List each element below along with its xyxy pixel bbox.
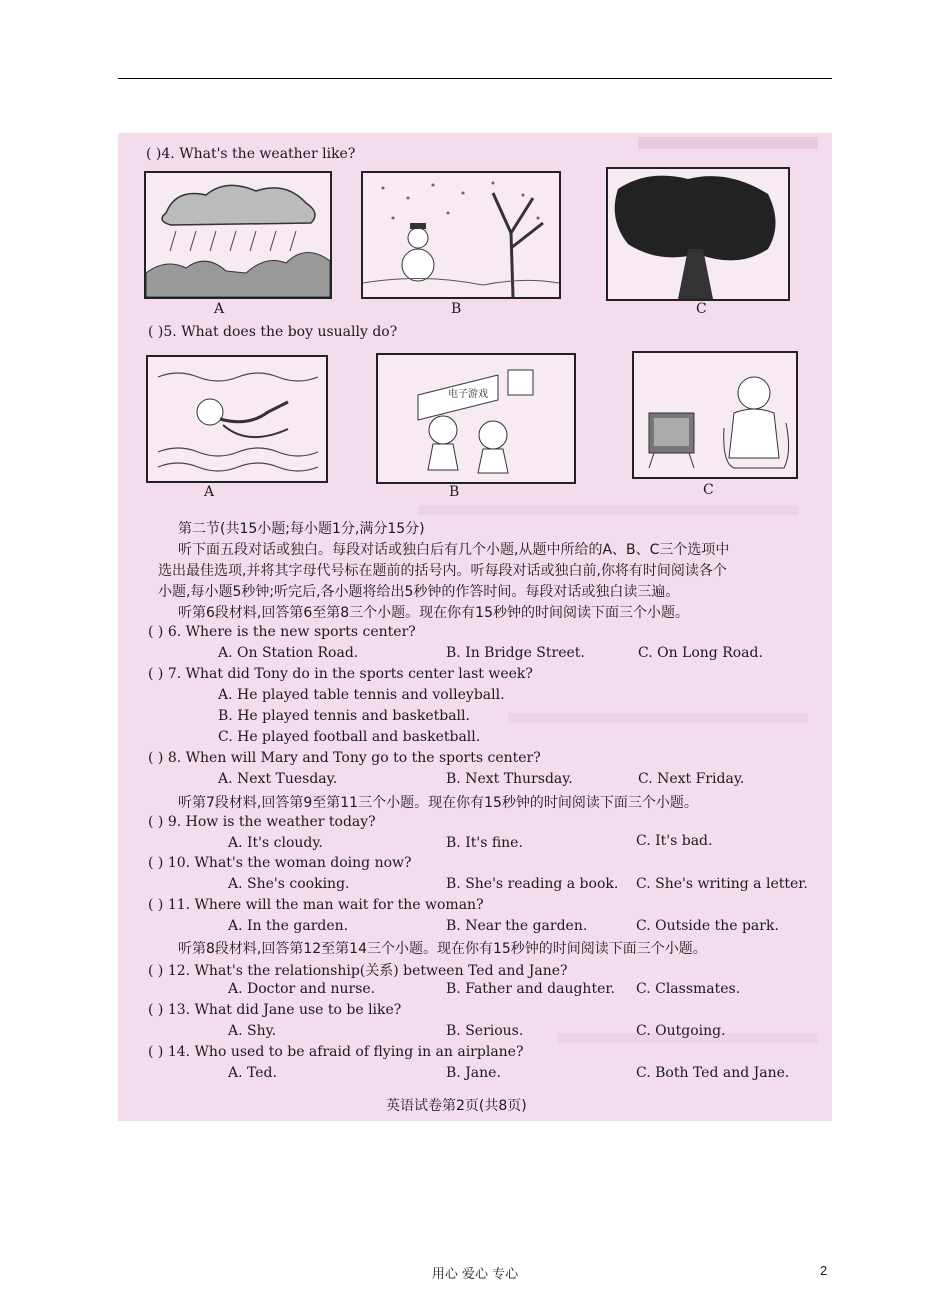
section-2-instructions: 选出最佳选项,并将其字母代号标在题前的括号内。听每段对话或独白前,你将有时间阅读各个 <box>158 563 727 579</box>
option-b: B. He played tennis and basketball. <box>218 708 470 724</box>
option-b: B. She's reading a book. <box>446 876 619 892</box>
tv-icon <box>634 353 796 477</box>
question-9: ( ) 9. How is the weather today? <box>148 814 376 830</box>
option-a: A. In the garden. <box>228 918 349 934</box>
scanned-exam-page <box>118 133 832 1121</box>
option-c: C. Classmates. <box>636 981 741 997</box>
arcade-picture <box>376 353 576 484</box>
option-a: A. Shy. <box>228 1023 277 1039</box>
option-label-c: C <box>703 482 714 498</box>
passage-8-instruction: 听第8段材料,回答第12至第14三个小题。现在你有15秒钟的时间阅读下面三个小题。 <box>178 941 707 957</box>
passage-6-instruction: 听第6段材料,回答第6至第8三个小题。现在你有15秒钟的时间阅读下面三个小题。 <box>178 605 689 621</box>
kids-arcade-icon <box>378 355 574 482</box>
question-10: ( ) 10. What's the woman doing now? <box>148 855 412 871</box>
option-c: C. Outgoing. <box>636 1023 726 1039</box>
option-label-c: C <box>696 301 707 317</box>
option-a: A. He played table tennis and volleyball. <box>218 687 505 703</box>
section-2-instructions: 听下面五段对话或独白。每段对话或独白后有几个小题,从题中所给的A、B、C三个选项中 <box>178 542 730 558</box>
question-7: ( ) 7. What did Tony do in the sports center last week? <box>148 666 533 682</box>
windy-tree-picture <box>606 167 790 301</box>
option-b: B. Near the garden. <box>446 918 588 934</box>
option-label-b: B <box>451 301 462 317</box>
tv-watching-picture <box>632 351 798 479</box>
option-c: C. Both Ted and Jane. <box>636 1065 790 1081</box>
passage-7-instruction: 听第7段材料,回答第9至第11三个小题。现在你有15秒钟的时间阅读下面三个小题。 <box>178 795 698 811</box>
bleed-through-mark <box>418 505 798 515</box>
option-a: A. On Station Road. <box>218 645 359 661</box>
option-a: A. She's cooking. <box>228 876 350 892</box>
option-a: A. Ted. <box>228 1065 277 1081</box>
question-13: ( ) 13. What did Jane use to be like? <box>148 1002 402 1018</box>
snow-picture <box>361 171 561 299</box>
option-a: A. Next Tuesday. <box>218 771 338 787</box>
option-c: C. She's writing a letter. <box>636 876 808 892</box>
snowman-icon <box>363 173 559 297</box>
option-a: A. It's cloudy. <box>228 835 323 851</box>
top-rule <box>118 78 832 79</box>
exam-page-footer: 英语试卷第2页(共8页) <box>386 1098 527 1114</box>
option-b: B. It's fine. <box>446 835 523 851</box>
option-b: B. Father and daughter. <box>446 981 615 997</box>
question-4: ( )4. What's the weather like? <box>146 146 356 162</box>
option-a: A. Doctor and nurse. <box>228 981 376 997</box>
bleed-through-mark <box>638 137 818 149</box>
option-label-b: B <box>449 484 460 500</box>
swimmer-icon <box>148 357 326 481</box>
option-c: C. Next Friday. <box>638 771 745 787</box>
arcade-sign-text: 电子游戏 <box>448 389 488 400</box>
option-c: C. He played football and basketball. <box>218 729 481 745</box>
section-2-instructions: 小题,每小题5秒钟;听完后,各小题将给出5秒钟的作答时间。每段对话或独白读三遍。 <box>158 584 680 600</box>
section-2-heading: 第二节(共15小题;每小题1分,满分15分) <box>178 521 425 537</box>
option-b: B. Next Thursday. <box>446 771 573 787</box>
option-label-a: A <box>214 301 225 317</box>
option-b: B. Jane. <box>446 1065 501 1081</box>
tree-icon <box>608 169 788 299</box>
option-c: C. On Long Road. <box>638 645 763 661</box>
bleed-through-mark <box>508 713 808 723</box>
rain-picture <box>144 171 332 299</box>
question-12: ( ) 12. What's the relationship(关系) between Ted and Jane? <box>148 963 568 979</box>
question-8: ( ) 8. When will Mary and Tony go to the sports center? <box>148 750 541 766</box>
question-14: ( ) 14. Who used to be afraid of flying in an airplane? <box>148 1044 524 1060</box>
swimming-picture <box>146 355 328 483</box>
page-number: 2 <box>820 1263 828 1278</box>
option-c: C. It's bad. <box>636 833 713 849</box>
option-b: B. Serious. <box>446 1023 524 1039</box>
question-6: ( ) 6. Where is the new sports center? <box>148 624 416 640</box>
option-c: C. Outside the park. <box>636 918 779 934</box>
rain-cloud-icon <box>146 173 330 297</box>
document-footer: 用心 爱心 专心 <box>431 1267 519 1282</box>
option-label-a: A <box>204 484 215 500</box>
option-b: B. In Bridge Street. <box>446 645 585 661</box>
question-5: ( )5. What does the boy usually do? <box>148 324 398 340</box>
question-11: ( ) 11. Where will the man wait for the woman? <box>148 897 484 913</box>
